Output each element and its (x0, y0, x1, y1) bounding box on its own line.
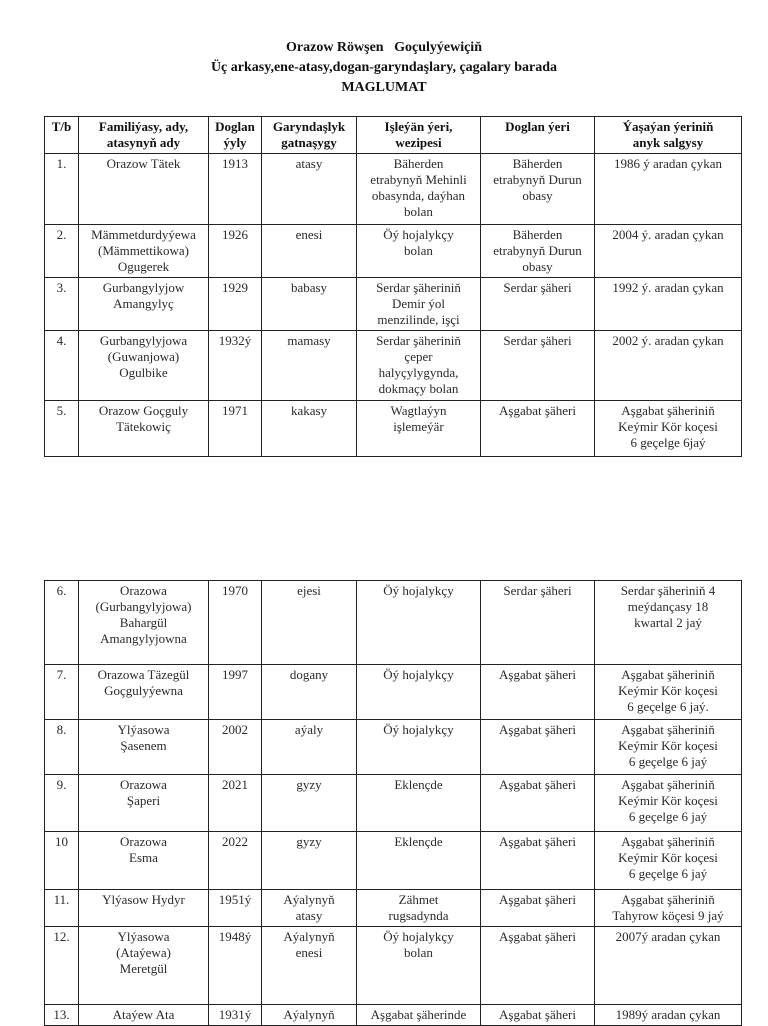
cell-address: 2004 ý. aradan çykan (595, 225, 742, 278)
col-header-fullname: Familiýasy, ady, atasynyň ady (79, 117, 209, 154)
cell-birth-year: 2021 (209, 775, 262, 832)
cell-workplace: Öý hojalykçy bolan (357, 225, 481, 278)
cell-birth-year: 1951ý (209, 890, 262, 927)
cell-number: 9. (45, 775, 79, 832)
table-row (45, 665, 742, 720)
col-header-birthplace: Doglan ýeri (481, 117, 595, 154)
cell-address: 1989ý aradan çykan (595, 1005, 742, 1026)
cell-relation: dogany (262, 665, 357, 720)
cell-fullname: Gurbangylyjow Amangylyç (79, 278, 209, 331)
cell-address: Serdar şäheriniň 4 meýdançasy 18 kwartal 2 jaý (595, 581, 742, 665)
cell-birth-year: 1970 (209, 581, 262, 665)
cell-workplace: Serdar şäheriniň Demir ýol menzilinde, işçi (357, 278, 481, 331)
cell-workplace: Bäherden etrabynyň Mehinli obasynda, daýhan bolan (357, 154, 481, 225)
cell-fullname: Orazowa Şaperi (79, 775, 209, 832)
cell-number: 6. (45, 581, 79, 665)
cell-birth-year: 2002 (209, 720, 262, 775)
cell-relation: gyzy (262, 832, 357, 890)
cell-birthplace: Bäherden etrabynyň Durun obasy (481, 225, 595, 278)
cell-workplace: Aşgabat şäherinde (357, 1005, 481, 1026)
table-row (45, 278, 742, 331)
table-row (45, 1005, 742, 1026)
cell-workplace: Wagtlaýyn işlemeýär (357, 401, 481, 457)
cell-address: Aşgabat şäheriniň Keýmir Kör koçesi 6 geçelge 6jaý (595, 401, 742, 457)
cell-workplace: Eklençde (357, 775, 481, 832)
cell-relation: Aýalynyň enesi (262, 927, 357, 1005)
table-row (45, 154, 742, 225)
cell-address: 2007ý aradan çykan (595, 927, 742, 1005)
table-row (45, 927, 742, 1005)
cell-birth-year: 1913 (209, 154, 262, 225)
cell-birthplace: Aşgabat şäheri (481, 890, 595, 927)
cell-birth-year: 1931ý (209, 1005, 262, 1026)
relatives-table-part2 (44, 580, 742, 1026)
cell-relation: atasy (262, 154, 357, 225)
cell-fullname: Orazow Tätek (79, 154, 209, 225)
cell-number: 5. (45, 401, 79, 457)
col-header-workplace: Işleýän ýeri, wezipesi (357, 117, 481, 154)
cell-birthplace: Aşgabat şäheri (481, 720, 595, 775)
cell-relation: gyzy (262, 775, 357, 832)
cell-birthplace: Aşgabat şäheri (481, 1005, 595, 1026)
cell-workplace: Öý hojalykçy (357, 665, 481, 720)
col-header-address: Ýaşaýan ýeriniň anyk salgysy (595, 117, 742, 154)
cell-relation: kakasy (262, 401, 357, 457)
cell-birth-year: 2022 (209, 832, 262, 890)
table-row (45, 775, 742, 832)
cell-workplace: Öý hojalykçy (357, 720, 481, 775)
table-row (45, 832, 742, 890)
cell-workplace: Serdar şäheriniň çeper halyçylygynda, dokmaçy bolan (357, 331, 481, 401)
heading-name: Orazow Röwşen Goçulyýewiçiň (286, 40, 482, 55)
cell-birth-year: 1926 (209, 225, 262, 278)
cell-birth-year: 1948ý (209, 927, 262, 1005)
cell-birthplace: Aşgabat şäheri (481, 401, 595, 457)
cell-number: 2. (45, 225, 79, 278)
cell-workplace: Öý hojalykçy (357, 581, 481, 665)
cell-birthplace: Serdar şäheri (481, 581, 595, 665)
cell-fullname: Orazowa Esma (79, 832, 209, 890)
document-heading (0, 38, 768, 98)
cell-birthplace: Aşgabat şäheri (481, 665, 595, 720)
cell-birthplace: Serdar şäheri (481, 278, 595, 331)
cell-number: 12. (45, 927, 79, 1005)
cell-number: 1. (45, 154, 79, 225)
cell-relation: ejesi (262, 581, 357, 665)
table-header-row (45, 117, 742, 154)
col-header-relation: Garyndaşlyk gatnaşygy (262, 117, 357, 154)
cell-address: Aşgabat şäheriniň Keýmir Kör koçesi 6 geçelge 6 jaý (595, 775, 742, 832)
cell-address: 1992 ý. aradan çykan (595, 278, 742, 331)
cell-address: 2002 ý. aradan çykan (595, 331, 742, 401)
table-row (45, 225, 742, 278)
cell-number: 8. (45, 720, 79, 775)
cell-address: 1986 ý aradan çykan (595, 154, 742, 225)
cell-birthplace: Aşgabat şäheri (481, 927, 595, 1005)
table-row (45, 890, 742, 927)
cell-number: 11. (45, 890, 79, 927)
cell-birthplace: Aşgabat şäheri (481, 775, 595, 832)
cell-workplace: Zähmet rugsadynda (357, 890, 481, 927)
cell-birth-year: 1997 (209, 665, 262, 720)
cell-fullname: Gurbangylyjowa (Guwanjowa) Ogulbike (79, 331, 209, 401)
cell-workplace: Eklençde (357, 832, 481, 890)
cell-address: Aşgabat şäheriniň Keýmir Kör koçesi 6 geçelge 6 jaý. (595, 665, 742, 720)
cell-address: Aşgabat şäheriniň Keýmir Kör koçesi 6 geçelge 6 jaý (595, 720, 742, 775)
table-row (45, 581, 742, 665)
cell-fullname: Orazowa Täzegül Goçgulyýewna (79, 665, 209, 720)
cell-relation: Aýalynyň (262, 1005, 357, 1026)
cell-birthplace: Serdar şäheri (481, 331, 595, 401)
cell-address: Aşgabat şäheriniň Tahyrow köçesi 9 jaý (595, 890, 742, 927)
heading-title: MAGLUMAT (341, 80, 427, 95)
cell-fullname: Mämmetdurdyýewa (Mämmettikowa) Ogugerek (79, 225, 209, 278)
table-row (45, 401, 742, 457)
cell-relation: mamasy (262, 331, 357, 401)
cell-birth-year: 1932ý (209, 331, 262, 401)
cell-address: Aşgabat şäheriniň Keýmir Kör koçesi 6 geçelge 6 jaý (595, 832, 742, 890)
cell-number: 13. (45, 1005, 79, 1026)
cell-fullname: Ylýasow Hydyr (79, 890, 209, 927)
relatives-table-part1 (44, 116, 742, 457)
cell-fullname: Orazow Goçguly Tätekowiç (79, 401, 209, 457)
cell-relation: Aýalynyň atasy (262, 890, 357, 927)
heading-subtitle: Üç arkasy,ene-atasy,dogan-garyndaşlary, çagalary barada (210, 60, 558, 75)
cell-number: 10 (45, 832, 79, 890)
table-row (45, 720, 742, 775)
cell-birthplace: Bäherden etrabynyň Durun obasy (481, 154, 595, 225)
cell-number: 4. (45, 331, 79, 401)
cell-birth-year: 1971 (209, 401, 262, 457)
cell-fullname: Ylýasowa Şasenem (79, 720, 209, 775)
table-row (45, 331, 742, 401)
cell-birthplace: Aşgabat şäheri (481, 832, 595, 890)
cell-relation: aýaly (262, 720, 357, 775)
cell-birth-year: 1929 (209, 278, 262, 331)
cell-relation: enesi (262, 225, 357, 278)
cell-relation: babasy (262, 278, 357, 331)
cell-fullname: Orazowa (Gurbangylyjowa) Bahargül Amangylyjowna (79, 581, 209, 665)
col-header-number: T/b (45, 117, 79, 154)
cell-workplace: Öý hojalykçy bolan (357, 927, 481, 1005)
col-header-birth-year: Doglan ýyly (209, 117, 262, 154)
cell-number: 7. (45, 665, 79, 720)
cell-number: 3. (45, 278, 79, 331)
cell-fullname: Ataýew Ata (79, 1005, 209, 1026)
cell-fullname: Ylýasowa (Ataýewa) Meretgül (79, 927, 209, 1005)
